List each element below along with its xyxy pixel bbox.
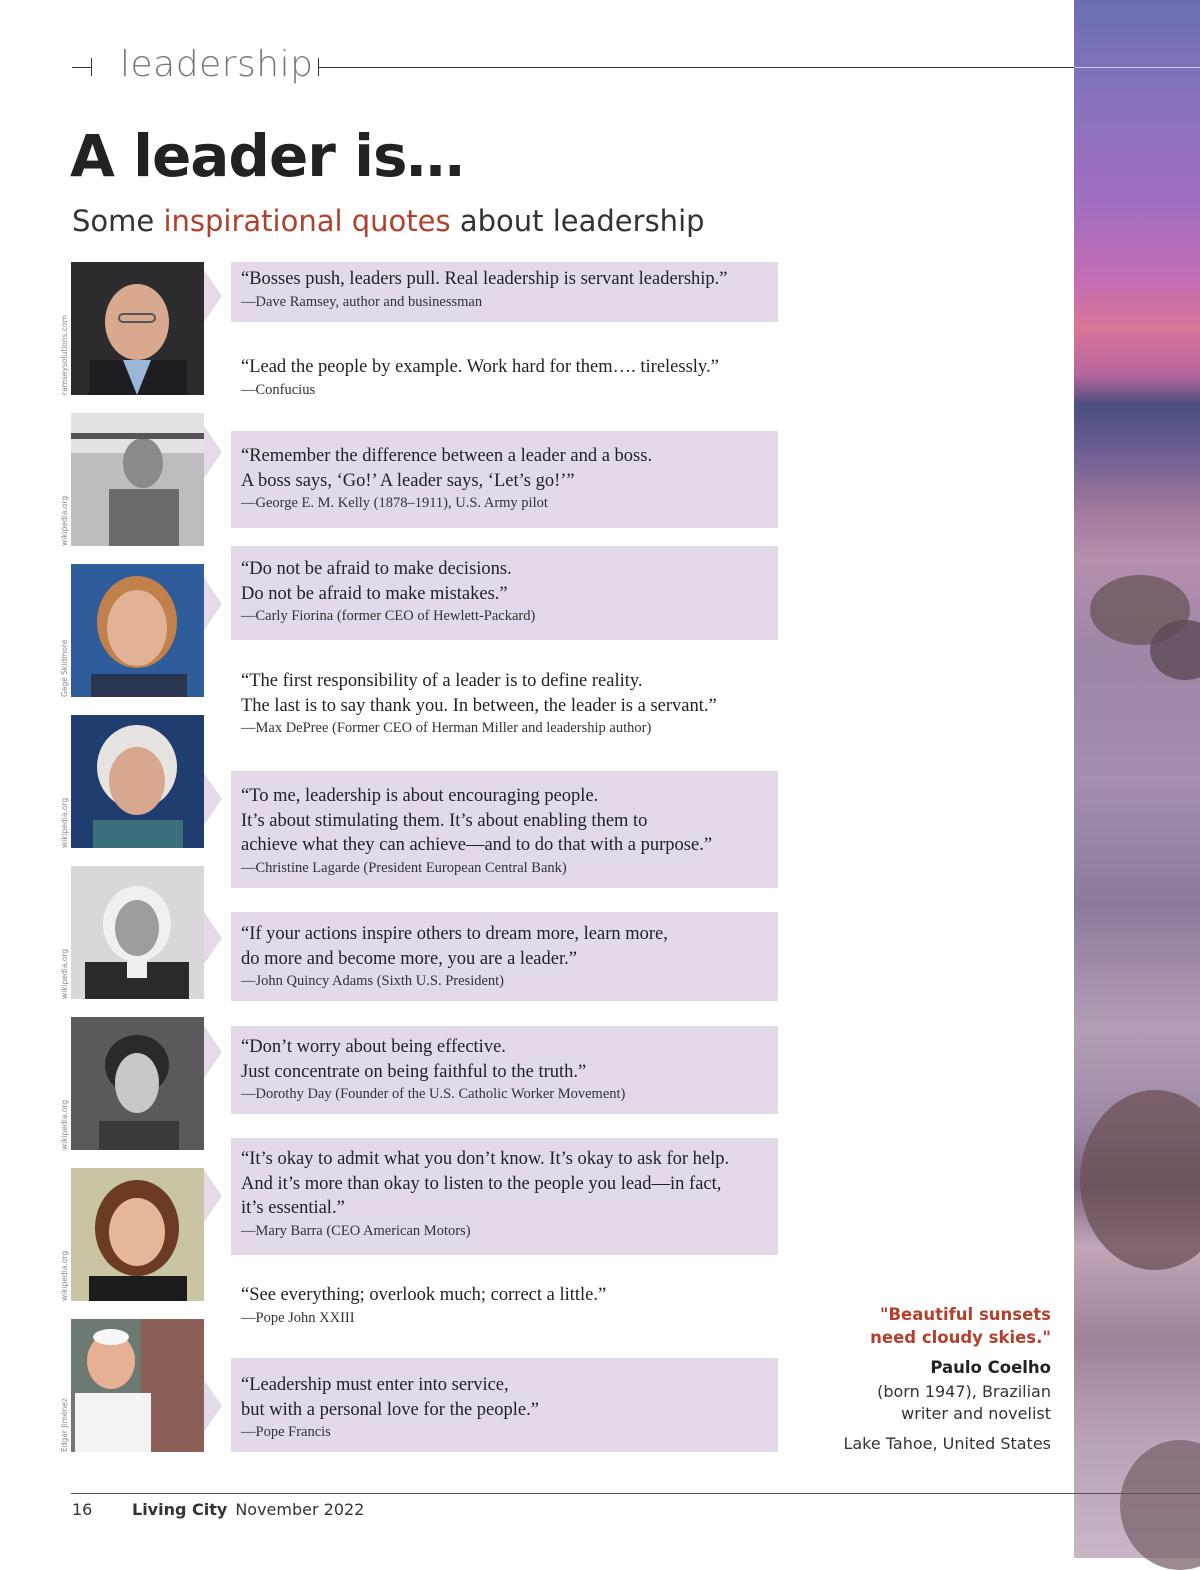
quote-attribution: —Carly Fiorina (former CEO of Hewlett-Packard) — [241, 608, 536, 624]
photo-location-caption: Lake Tahoe, United States — [843, 1434, 1051, 1453]
lake-tahoe-photo — [1074, 0, 1200, 1558]
quote-block — [231, 912, 778, 1001]
quote-block — [231, 664, 778, 746]
portrait-pointer — [204, 1170, 222, 1222]
portrait-dorothy-day — [71, 1017, 204, 1150]
portrait-mary-barra — [71, 1168, 204, 1301]
page-subtitle — [72, 204, 705, 238]
page-title: A leader is… — [70, 122, 464, 190]
quote-attribution: —John Quincy Adams (Sixth U.S. President) — [241, 973, 505, 989]
portrait-pointer — [204, 912, 222, 964]
portrait-pointer — [204, 773, 222, 825]
header-tick — [72, 67, 92, 68]
header-rule-extension — [1074, 67, 1200, 68]
page-footer — [72, 1500, 364, 1519]
quote-attribution: —Pope John XXIII — [241, 1309, 355, 1326]
quote-block — [231, 350, 778, 408]
quote-attribution: —Dave Ramsey, author and businessman — [241, 293, 483, 310]
quote-attribution: —Confucius — [241, 381, 316, 398]
quote-text: “Lead the people by example. Work hard for them…. tirelessly.” — [241, 357, 719, 377]
portrait-carly-fiorina — [71, 564, 204, 697]
quote-text: “The first responsibility of a leader is to define reality. The last is to say thank you. In between, the leader is a servant.” — [241, 671, 717, 716]
photo-credit: wikipedia.org — [60, 495, 69, 546]
quote-block — [231, 431, 778, 528]
quote-block — [231, 1026, 778, 1114]
quote-block — [231, 1138, 778, 1255]
quote-text: “See everything; overlook much; correct a little.” — [241, 1285, 607, 1305]
photo-credit: Gage Skidmore — [60, 639, 69, 697]
portrait-pointer — [204, 1026, 222, 1078]
portrait-dave-ramsey — [71, 262, 204, 395]
sidebar-quote: "Beautiful sunsets need cloudy skies." — [870, 1305, 1051, 1347]
sidebar-author-bio: (born 1947), Brazilian writer and novelist — [877, 1382, 1051, 1423]
portrait-pointer — [204, 426, 222, 478]
section-label: leadership — [120, 44, 314, 85]
quote-text: “Do not be afraid to make decisions. Do not be afraid to make mistakes.” — [241, 559, 512, 604]
quote-block — [231, 262, 778, 322]
quote-attribution: —George E. M. Kelly (1878–1911), U.S. Army pilot — [241, 495, 548, 511]
portrait-pointer — [204, 1380, 222, 1432]
quote-attribution: —Max DePree (Former CEO of Herman Miller and leadership author) — [241, 720, 652, 736]
subtitle-accent: inspirational quotes — [163, 204, 451, 238]
quote-attribution: —Pope Francis — [241, 1424, 331, 1440]
magazine-name: Living City — [132, 1500, 228, 1519]
quote-attribution: —Christine Lagarde (President European Central Bank) — [241, 859, 567, 876]
quote-text: “Leadership must enter into service, but with a personal love for the people.” — [241, 1375, 539, 1420]
photo-credit: wikipedia.org — [60, 1099, 69, 1150]
quote-block — [231, 1358, 778, 1452]
quote-text: “Bosses push, leaders pull. Real leadership is servant leadership.” — [241, 269, 728, 289]
portrait-pope-francis — [71, 1319, 204, 1452]
quote-block — [231, 546, 778, 640]
quote-block — [231, 771, 778, 888]
quote-text: “To me, leadership is about encouraging people. It’s about stimulating them. It’s about enabling them to achieve what they can achieve—and to do that with a purpose.” — [241, 786, 713, 855]
header-rule — [318, 67, 1074, 68]
footer-rule — [71, 1493, 1200, 1494]
quote-text: “If your actions inspire others to dream more, learn more, do more and become more, you are a leader.” — [241, 924, 668, 969]
issue-date: November 2022 — [235, 1500, 365, 1519]
quote-text: “Remember the difference between a leader and a boss. A boss says, ‘Go!’ A leader says, ‘Let’s go!’” — [241, 446, 653, 491]
portrait-george-kelly — [71, 413, 204, 546]
quote-attribution: —Mary Barra (CEO American Motors) — [241, 1222, 471, 1239]
page-number: 16 — [72, 1500, 93, 1519]
sidebar-author: Paulo Coelho — [930, 1358, 1051, 1377]
subtitle-text: about leadership — [450, 204, 705, 238]
portrait-pointer — [204, 270, 222, 322]
subtitle-text: Some — [72, 204, 164, 238]
quote-attribution: —Dorothy Day (Founder of the U.S. Catholic Worker Movement) — [241, 1086, 626, 1102]
quote-text: “It’s okay to admit what you don’t know. It’s okay to ask for help. And it’s more than okay to listen to the people you lead—in fact, it’s essential.” — [241, 1149, 730, 1218]
quote-block — [231, 1278, 778, 1336]
photo-credit: wikipedia.org — [60, 948, 69, 999]
section-header — [72, 44, 1074, 90]
portrait-pointer — [204, 578, 222, 630]
portrait-john-quincy-adams — [71, 866, 204, 999]
photo-credit: ramseysolutions.com — [60, 315, 69, 395]
photo-credit: wikipedia.org — [60, 797, 69, 848]
quote-text: “Don’t worry about being effective. Just concentrate on being faithful to the truth.” — [241, 1037, 587, 1082]
photo-credit: wikipedia.org — [60, 1250, 69, 1301]
portrait-christine-lagarde — [71, 715, 204, 848]
photo-credit: Edgar Jiménez — [60, 1398, 69, 1452]
header-tick — [91, 58, 92, 76]
